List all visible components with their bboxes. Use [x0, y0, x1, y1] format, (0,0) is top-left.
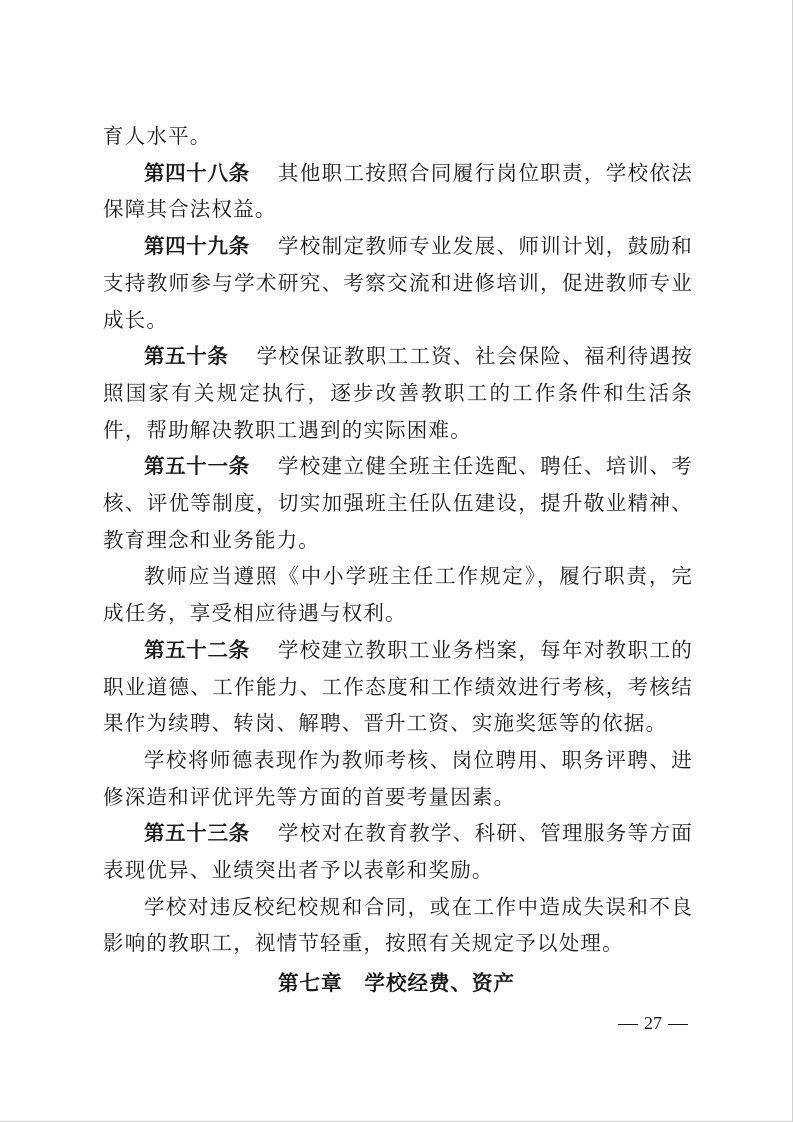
paragraph-text: 学校将师德表现作为教师考核、岗位聘用、职务评聘、进修深造和评优评先等方面的首要考量因素。 [103, 747, 693, 809]
paragraph-text: 学校制定教师专业发展、师训计划，鼓励和支持教师参与学术研究、考察交流和进修培训，促进教师专业成长。 [103, 234, 693, 332]
article-label: 第五十条 [144, 344, 229, 369]
article-label: 第五十三条 [144, 821, 250, 846]
article-52 [103, 632, 693, 742]
page-number [612, 1013, 694, 1034]
article-label: 第五十一条 [144, 454, 250, 479]
article-label: 第四十九条 [144, 234, 250, 259]
paragraph-text: 教师应当遵照《中小学班主任工作规定》，履行职责，完成任务，享受相应待遇与权利。 [103, 564, 693, 626]
article-50 [103, 338, 693, 448]
article-48 [103, 155, 693, 228]
article-53 [103, 815, 693, 888]
paragraph-7 [103, 742, 693, 815]
chapter-number: 第七章 [278, 971, 343, 995]
body-text [103, 118, 693, 962]
article-49 [103, 228, 693, 338]
article-51 [103, 448, 693, 558]
paragraph-5 [103, 558, 693, 631]
paragraph-text: 学校对违反校纪校规和合同，或在工作中造成失误和不良影响的教职工，视情节轻重，按照有关规定予以处理。 [103, 894, 693, 956]
paragraph-text: 学校保证教职工工资、社会保险、福利待遇按照国家有关规定执行，逐步改善教职工的工作条件和生活条件，帮助解决教职工遇到的实际困难。 [103, 344, 693, 442]
paragraph-text: 学校建立教职工业务档案，每年对教职工的职业道德、工作能力、工作态度和工作绩效进行考核，考核结果作为续聘、转岗、解聘、晋升工资、实施奖惩等的依据。 [103, 637, 693, 736]
dash-right [668, 1024, 688, 1025]
page-number-value: 27 [644, 1013, 662, 1033]
paragraph-text: 其他职工按照合同履行岗位职责，学校依法保障其合法权益。 [103, 160, 693, 222]
dash-left [618, 1024, 638, 1025]
chapter-title: 学校经费、资产 [364, 971, 515, 995]
paragraph-text: 育人水平。 [103, 124, 212, 148]
paragraph-text: 学校对在教育教学、科研、管理服务等方面表现优异、业绩突出者予以表彰和奖励。 [103, 821, 693, 883]
article-label: 第五十二条 [144, 637, 250, 662]
chapter-heading [0, 966, 793, 996]
paragraph-text: 学校建立健全班主任选配、聘任、培训、考核、评优等制度，切实加强班主任队伍建设，提升敬业精神、教育理念和业务能力。 [103, 454, 693, 552]
paragraph-0 [103, 118, 693, 155]
article-label: 第四十八条 [144, 160, 250, 185]
paragraph-9 [103, 889, 693, 962]
